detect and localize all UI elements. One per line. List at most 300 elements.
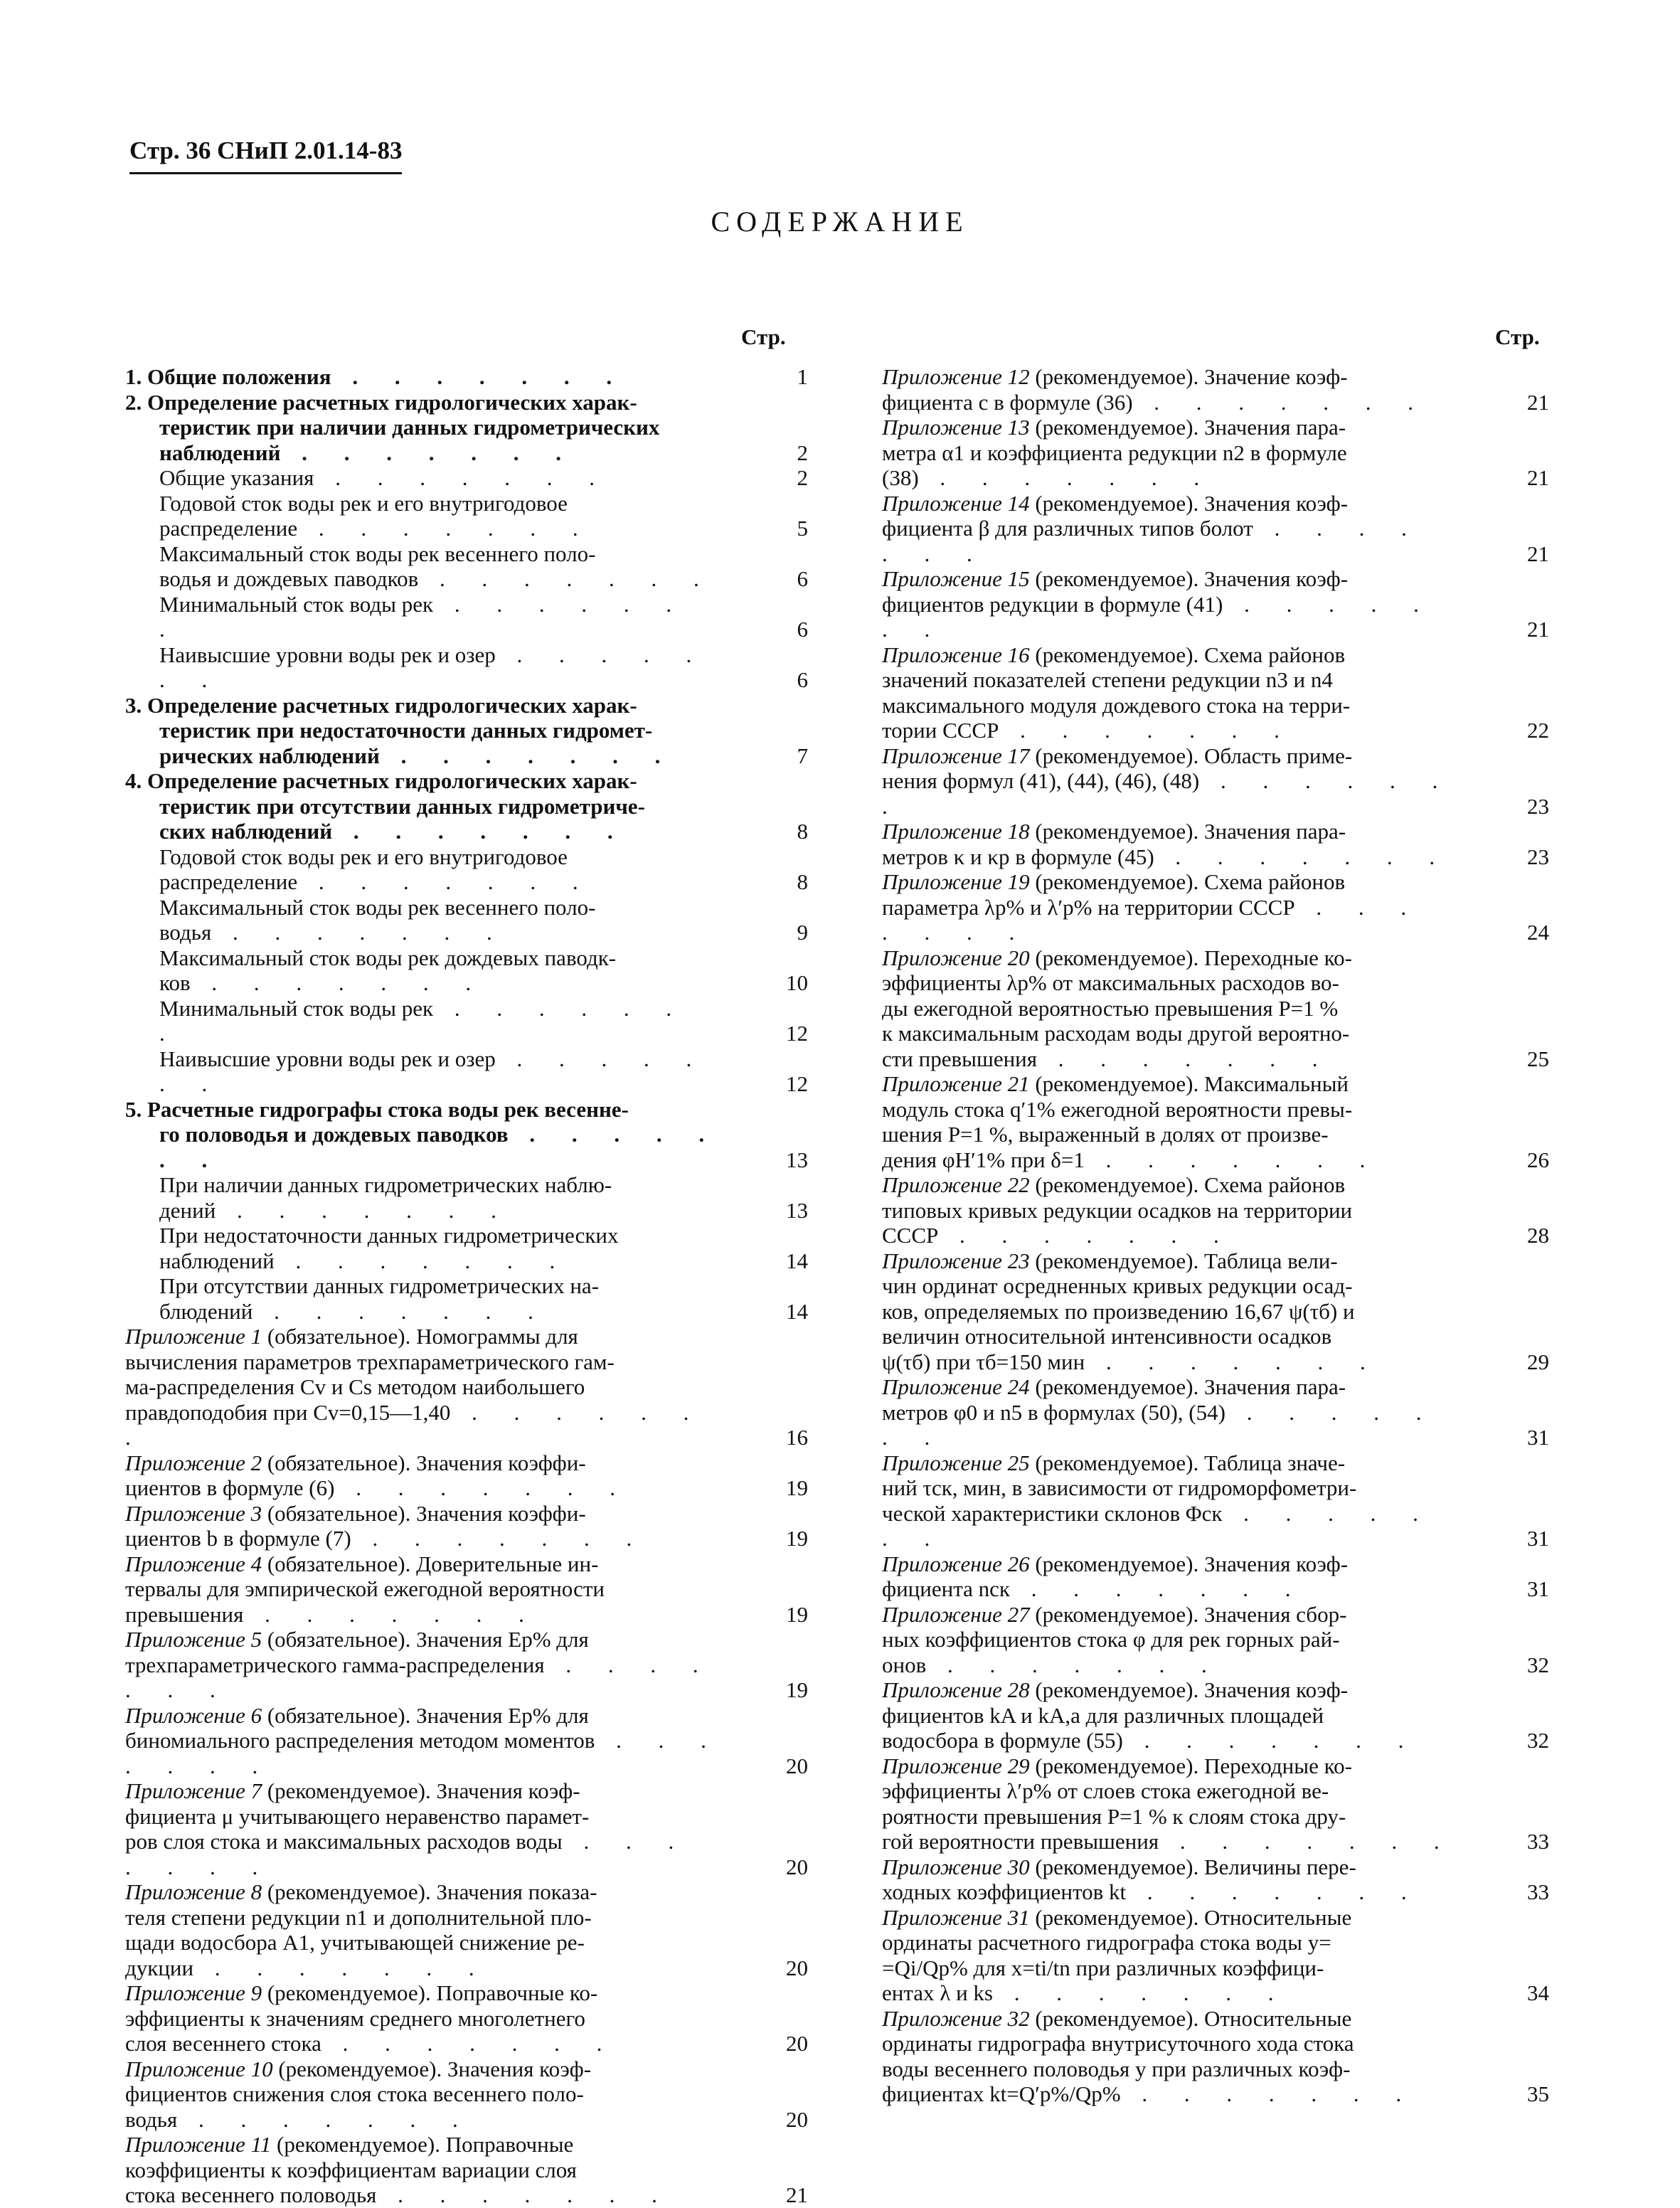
leader-dots: . . . . . . . (376, 2182, 673, 2207)
toc-entry-line: Минимальный сток воды рек . . . . . . . (159, 591, 688, 642)
toc-entry-line: Приложение 12 (рекомендуемое). Значение коэф- (882, 364, 1348, 389)
leader-dots: . . . . . . . (882, 894, 1423, 945)
toc-entry-line: ний τск, мин, в зависимости от гидроморфометри- (882, 1475, 1357, 1500)
leader-dots: . . . . . . . (926, 1652, 1223, 1677)
toc-entry (882, 1854, 1549, 1905)
toc-entry-line: теля степени редукции n1 и дополнительной пло- (125, 1904, 592, 1930)
toc-page-number: 21 (1527, 617, 1549, 642)
toc-entry-line: водья . . . . . . . (125, 2106, 474, 2132)
toc-entry (125, 642, 808, 693)
toc-page-number: 21 (786, 2182, 808, 2207)
appendix-label: Приложение 12 (882, 364, 1030, 389)
toc-entry (125, 1627, 808, 1703)
toc-entry-line: Максимальный сток воды рек дождевых паводк- (159, 945, 617, 970)
toc-entry-line: Приложение 28 (рекомендуемое). Значения коэф- (882, 1677, 1349, 1702)
toc-entry-line: фициента μ учитывающего неравенство парамет- (125, 1803, 590, 1829)
toc-entry (125, 2056, 808, 2133)
leader-dots: . . . . . . . (159, 995, 688, 1046)
toc-entry-line: распределение . . . . . . . (159, 869, 594, 894)
toc-page-number: 31 (1527, 1576, 1549, 1601)
appendix-label: Приложение 25 (882, 1450, 1030, 1475)
toc-entry-line: (38) . . . . . . . (882, 465, 1216, 490)
toc-entry (125, 491, 808, 541)
toc-entry (125, 1223, 808, 1273)
appendix-label: Приложение 1 (125, 1324, 262, 1349)
toc-page-number: 34 (1527, 1980, 1549, 2005)
toc-entry-line: 2. Определение расчетных гидрологических харак- (125, 389, 637, 415)
toc-entry (882, 364, 1549, 415)
toc-entry-line: онов . . . . . . . (882, 1652, 1223, 1677)
toc-entry-line: =Qi/Qp% для x=ti/tn при различных коэффици- (882, 1955, 1324, 1980)
appendix-label: Приложение 4 (125, 1551, 262, 1576)
toc-entry-line: ентах λ и ks . . . . . . . (882, 1980, 1290, 2005)
toc-entry-line: фициентов редукции в формуле (41) . . . . . . . (882, 591, 1435, 642)
toc-entry (125, 1046, 808, 1097)
toc-page-number: 14 (786, 1248, 808, 1273)
toc-entry (125, 1980, 808, 2056)
toc-entry-line: превышения . . . . . . . (125, 1601, 540, 1627)
leader-dots: . . . . . . . (1159, 1829, 1455, 1854)
toc-page-number: 6 (797, 617, 808, 642)
toc-entry-line: фициентов kA и kA,a для различных площадей (882, 1702, 1324, 1728)
toc-entry (125, 996, 808, 1046)
toc-page-number: 32 (1527, 1652, 1549, 1677)
toc-entry (125, 1778, 808, 1879)
toc-entry-line: ческой характеристики склонов Φск . . . . . . . (882, 1500, 1434, 1551)
appendix-label: Приложение 21 (882, 1071, 1030, 1096)
toc-entry-line: чин ординат осредненных кривых редукции осад- (882, 1273, 1353, 1298)
leader-dots: . . . . . . . (297, 516, 594, 541)
toc-entry-line: Максимальный сток воды рек весеннего поло- (159, 894, 596, 920)
toc-entry-line: к максимальным расходам воды другой вероятно- (882, 1021, 1350, 1046)
leader-dots: . . . . . . . (331, 364, 628, 389)
leader-dots: . . . . . . . (193, 1955, 490, 1980)
toc-entry-line: воды весеннего половодья y при различных коэф- (882, 2056, 1351, 2081)
toc-entry-line: модуль стока q′1% ежегодной вероятности превы- (882, 1096, 1353, 1122)
toc-page-number: 21 (1527, 389, 1549, 415)
toc-entry-line: трехпараметрического гамма-распределения . . . . . . . (125, 1652, 714, 1702)
toc-entry-line: Приложение 23 (рекомендуемое). Таблица вели- (882, 1248, 1338, 1273)
toc-entry-line: Приложение 19 (рекомендуемое). Схема районов (882, 869, 1346, 894)
toc-entry-line: ординаты расчетного гидрографа стока воды y= (882, 1930, 1331, 1955)
toc-entry-line: величин относительной интенсивности осадков (882, 1324, 1332, 1349)
toc-entry-line: Приложение 4 (обязательное). Доверительные ин- (125, 1551, 599, 1576)
toc-entry (125, 1551, 808, 1628)
toc-entry (125, 895, 808, 945)
toc-entry (882, 1450, 1549, 1551)
toc-entry-line: Приложение 29 (рекомендуемое). Переходные ко- (882, 1753, 1352, 1778)
toc-entry (125, 1273, 808, 1324)
toc-entry (125, 390, 808, 466)
toc-page-number: 5 (797, 516, 808, 541)
toc-entry-line: При отсутствии данных гидрометрических на- (159, 1273, 600, 1298)
toc-entry-line: Приложение 7 (рекомендуемое). Значения коэф- (125, 1778, 580, 1803)
toc-entry-line: Приложение 3 (обязательное). Значения коэффи- (125, 1500, 586, 1526)
toc-page-number: 13 (786, 1147, 808, 1172)
toc-entry-line: значений показателей степени редукции n3 и n4 (882, 667, 1333, 692)
toc-entry-line: Годовой сток воды рек и его внутригодовое (159, 490, 568, 516)
toc-page-number: 19 (786, 1475, 808, 1500)
toc-entry-line: эффициенты к значениям среднего многолетнего (125, 2005, 585, 2031)
toc-entry-line: вычисления параметров трехпараметрического гам- (125, 1349, 615, 1374)
toc-entry-line: наблюдений . . . . . . . (159, 1248, 571, 1273)
toc-entry-line: Приложение 15 (рекомендуемое). Значения коэф- (882, 566, 1349, 591)
appendix-label: Приложение 14 (882, 490, 1030, 516)
leader-dots: . . . . . . . (159, 591, 688, 642)
left-page-column-label: Стр. (741, 324, 786, 349)
appendix-label: Приложение 22 (882, 1172, 1030, 1197)
leader-dots: . . . . . . . (332, 819, 629, 844)
toc-entry (882, 1905, 1549, 2006)
appendix-label: Приложение 5 (125, 1627, 262, 1652)
leader-dots: . . . . . . . (1154, 844, 1451, 869)
toc-entry-line: фициента β для различных типов болот . . . . . . . (882, 516, 1423, 566)
toc-page-number: 33 (1527, 1829, 1549, 1854)
toc-entry (125, 465, 808, 491)
toc-entry-line: биномиального распределения методом моментов . . . . . . . (125, 1728, 722, 1778)
toc-page-number: 7 (797, 743, 808, 768)
toc-page-number: 8 (797, 869, 808, 894)
toc-entry-line: Приложение 22 (рекомендуемое). Схема районов (882, 1172, 1346, 1197)
leader-dots: . . . . . . . (938, 1223, 1235, 1248)
appendix-label: Приложение 16 (882, 642, 1030, 667)
appendix-label: Приложение 18 (882, 819, 1030, 844)
appendix-label: Приложение 30 (882, 1854, 1030, 1879)
toc-entry-line: фициента nск . . . . . . . (882, 1576, 1307, 1601)
toc-entry (125, 1172, 808, 1223)
toc-entry-line: метра α1 и коэффициента редукции n2 в формуле (882, 440, 1347, 465)
toc-entry-line: правдоподобия при Cv=0,15—1,40 . . . . . . . (125, 1399, 705, 1450)
leader-dots: . . . . . . . (243, 1601, 540, 1627)
leader-dots: . . . . . . . (882, 768, 1454, 819)
leader-dots: . . . . . . . (992, 1980, 1290, 2005)
leader-dots: . . . . . . . (882, 1399, 1437, 1450)
toc-entry (882, 1602, 1549, 1678)
toc-page-number: 23 (1527, 793, 1549, 819)
toc-page-number: 31 (1527, 1425, 1549, 1450)
leader-dots: . . . . . . . (252, 1298, 549, 1324)
leader-dots: . . . . . . . (351, 1526, 648, 1551)
toc-entry-line: Приложение 17 (рекомендуемое). Область приме- (882, 743, 1353, 768)
toc-entry-line: фициентов снижения слоя стока весеннего поло- (125, 2081, 584, 2106)
toc-entry-line: максимального модуля дождевого стока на терри- (882, 692, 1351, 718)
leader-dots: . . . . . . . (159, 642, 708, 692)
toc-entry-line: Приложение 21 (рекомендуемое). Максимальный (882, 1071, 1349, 1096)
toc-entry-line: Максимальный сток воды рек весеннего поло- (159, 541, 596, 566)
toc-entry (882, 743, 1549, 819)
toc-page-number: 6 (797, 566, 808, 591)
toc-page-number: 13 (786, 1197, 808, 1223)
appendix-label: Приложение 28 (882, 1677, 1030, 1702)
toc-entry (882, 945, 1549, 1072)
toc-entry-line: шения P=1 %, выраженный в долях от произве- (882, 1122, 1329, 1147)
leader-dots: . . . . . . . (882, 591, 1435, 642)
toc-entry-line: тории СССР . . . . . . . (882, 718, 1295, 743)
toc-page-number: 1 (797, 364, 808, 389)
leader-dots: . . . . . . . (1120, 2081, 1418, 2106)
toc-entry (882, 1374, 1549, 1450)
leader-dots: . . . . . . . (882, 516, 1423, 566)
toc-entry-line: Приложение 1 (обязательное). Номограммы для (125, 1324, 578, 1349)
leader-dots: . . . . . . . (125, 1399, 705, 1450)
toc-page-number: 24 (1527, 920, 1549, 945)
toc-page-number: 35 (1527, 2081, 1549, 2106)
toc-page-number: 33 (1527, 1879, 1549, 1904)
appendix-label: Приложение 3 (125, 1500, 262, 1526)
toc-entry (125, 1450, 808, 1501)
toc-page-number: 20 (786, 1753, 808, 1778)
appendix-label: Приложение 15 (882, 566, 1030, 591)
toc-entry-line: ма-распределения Cv и Cs методом наибольшего (125, 1374, 585, 1399)
leader-dots: . . . . . . . (297, 869, 594, 894)
toc-entry-line: дений . . . . . . . (159, 1197, 512, 1223)
toc-entry-line: 3. Определение расчетных гидрологических харак- (125, 692, 637, 718)
toc-entry (125, 364, 808, 390)
leader-dots: . . . . . . . (1126, 1879, 1423, 1904)
toc-entry-line: ψ(τб) при τб=150 мин . . . . . . . (882, 1349, 1381, 1374)
toc-entry (882, 869, 1549, 945)
toc-entry-line: дукции . . . . . . . (125, 1955, 490, 1980)
toc-entry-line: ды ежегодной вероятностью превышения P=1 % (882, 995, 1339, 1021)
toc-entry-line: Приложение 8 (рекомендуемое). Значения показа- (125, 1879, 597, 1904)
toc-page-number: 20 (786, 2031, 808, 2056)
toc-page-number: 21 (1527, 465, 1549, 490)
toc-entry-line: 5. Расчетные гидрографы стока воды рек весенне- (125, 1096, 629, 1122)
appendix-label: Приложение 9 (125, 1980, 262, 2005)
toc-entry-line: Приложение 6 (обязательное). Значения Eр% для (125, 1702, 589, 1728)
toc-entry (882, 2006, 1549, 2107)
toc-entry-line: метров φ0 и n5 в формулах (50), (54) . . . . . . . (882, 1399, 1437, 1450)
toc-entry (882, 1677, 1549, 1753)
toc-entry-line: эффициенты λp% от максимальных расходов во- (882, 970, 1339, 995)
toc-page-number: 19 (786, 1601, 808, 1627)
toc-entry-line: дения φH′1% при δ=1 . . . . . . . (882, 1147, 1381, 1172)
appendix-label: Приложение 29 (882, 1753, 1030, 1778)
toc-entry (125, 844, 808, 895)
toc-entry (125, 1501, 808, 1551)
toc-entry (882, 491, 1549, 567)
appendix-label: Приложение 26 (882, 1551, 1030, 1576)
toc-entry-line: Приложение 24 (рекомендуемое). Значения пара- (882, 1374, 1346, 1399)
appendix-label: Приложение 11 (125, 2132, 272, 2157)
page-title: СОДЕРЖАНИЕ (711, 206, 969, 238)
toc-entry-line: Приложение 2 (обязательное). Значения коэффи- (125, 1450, 586, 1475)
toc-entry-line: фициентах kt=Q′p%/Qp% . . . . . . . (882, 2081, 1418, 2106)
toc-left-column (125, 364, 808, 2208)
appendix-label: Приложение 10 (125, 2056, 273, 2081)
appendix-label: Приложение 23 (882, 1248, 1030, 1273)
toc-entry-line: роятности превышения P=1 % к слоям стока дру- (882, 1803, 1346, 1829)
toc-entry (125, 2132, 808, 2208)
appendix-label: Приложение 31 (882, 1904, 1030, 1930)
appendix-label: Приложение 17 (882, 743, 1030, 768)
toc-entry-line: Наивысшие уровни воды рек и озер . . . . . . . (159, 642, 708, 692)
leader-dots: . . . . . . . (882, 1500, 1434, 1551)
appendix-label: Приложение 8 (125, 1879, 262, 1904)
toc-entry-line: ков . . . . . . . (159, 970, 487, 995)
toc-right-column (882, 364, 1549, 2107)
leader-dots: . . . . . . . (1085, 1349, 1381, 1374)
toc-page-number: 8 (797, 819, 808, 844)
appendix-label: Приложение 27 (882, 1601, 1030, 1627)
toc-entry-line: Приложение 13 (рекомендуемое). Значения пара- (882, 415, 1346, 440)
toc-entry-line: Приложение 10 (рекомендуемое). Значения коэф- (125, 2056, 592, 2081)
toc-entry (125, 945, 808, 996)
toc-entry-line: ординаты гидрографа внутрисуточного хода стока (882, 2031, 1354, 2056)
toc-entry-line: Общие указания . . . . . . . (159, 465, 610, 490)
toc-page-number: 14 (786, 1298, 808, 1324)
toc-entry-line: слоя весеннего стока . . . . . . . (125, 2031, 618, 2056)
toc-page-number: 22 (1527, 718, 1549, 743)
toc-page-number: 12 (786, 1021, 808, 1046)
toc-entry-line: Приложение 30 (рекомендуемое). Величины пере- (882, 1854, 1356, 1879)
appendix-label: Приложение 2 (125, 1450, 262, 1475)
toc-entry-line: типовых кривых редукции осадков на территории (882, 1197, 1353, 1223)
toc-entry-line: сти превышения . . . . . . . (882, 1046, 1334, 1071)
toc-entry-line: Минимальный сток воды рек . . . . . . . (159, 995, 688, 1046)
leader-dots: . . . . . . . (159, 1046, 708, 1096)
toc-entry-line: водья . . . . . . . (159, 920, 508, 945)
page-header: Стр. 36 СНиП 2.01.14-83 (129, 137, 402, 174)
toc-entry (125, 1324, 808, 1450)
toc-entry-line: циентов b в формуле (7) . . . . . . . (125, 1526, 648, 1551)
toc-entry (125, 1703, 808, 1779)
toc-entry-line: 4. Определение расчетных гидрологических харак- (125, 768, 637, 793)
toc-page-number: 23 (1527, 844, 1549, 869)
toc-page-number: 28 (1527, 1223, 1549, 1248)
toc-entry-line: наблюдений . . . . . . . (159, 440, 577, 465)
toc-page-number: 2 (797, 440, 808, 465)
toc-entry-line: Приложение 14 (рекомендуемое). Значения коэф- (882, 490, 1349, 516)
toc-entry-line: Наивысшие уровни воды рек и озер . . . . . . . (159, 1046, 708, 1096)
toc-entry (882, 1071, 1549, 1172)
toc-entry-line: Приложение 25 (рекомендуемое). Таблица значе- (882, 1450, 1346, 1475)
toc-entry (882, 1551, 1549, 1602)
toc-entry-line: теристик при недостаточности данных гидромет- (159, 718, 653, 743)
toc-page-number: 20 (786, 2106, 808, 2132)
toc-page-number: 32 (1527, 1728, 1549, 1753)
toc-entry-line: гой вероятности превышения . . . . . . . (882, 1829, 1455, 1854)
toc-entry-line: водья и дождевых паводков . . . . . . . (159, 566, 715, 591)
appendix-label: Приложение 24 (882, 1374, 1030, 1399)
toc-entry-line: ходных коэффициентов kt . . . . . . . (882, 1879, 1423, 1904)
toc-entry (125, 1879, 808, 1980)
toc-page-number: 2 (797, 465, 808, 490)
toc-entry-line: тервалы для эмпирической ежегодной вероятности (125, 1576, 605, 1601)
leader-dots: . . . . . . . (314, 465, 610, 490)
leader-dots: . . . . . . . (125, 1728, 722, 1778)
toc-entry-line: Приложение 5 (обязательное). Значения Eр% для (125, 1627, 589, 1652)
leader-dots: . . . . . . . (334, 1475, 631, 1500)
toc-entry-line: ков, определяемых по произведению 16,67 ψ(τб) и (882, 1298, 1355, 1324)
leader-dots: . . . . . . . (1122, 1728, 1420, 1753)
toc-entry-line: Приложение 26 (рекомендуемое). Значения коэф- (882, 1551, 1349, 1576)
toc-entry-line: Годовой сток воды рек и его внутригодовое (159, 844, 568, 869)
toc-entry-line: Приложение 27 (рекомендуемое). Значения сбор- (882, 1601, 1347, 1627)
toc-entry-line: Приложение 9 (рекомендуемое). Поправочные ко- (125, 1980, 598, 2005)
toc-entry-line: Приложение 16 (рекомендуемое). Схема районов (882, 642, 1346, 667)
leader-dots: . . . . . . . (159, 1122, 721, 1172)
toc-entry-line: метров κ и κp в формуле (45) . . . . . . . (882, 844, 1451, 869)
toc-entry-line: теристик при отсутствии данных гидрометриче- (159, 793, 645, 819)
toc-page-number: 29 (1527, 1349, 1549, 1374)
toc-page-number: 20 (786, 1854, 808, 1879)
toc-entry (125, 768, 808, 844)
toc-entry-line: параметра λp% и λ′p% на территории СССР . . . . . . . (882, 894, 1423, 945)
toc-entry-line: эффициенты λ′p% от слоев стока ежегодной ве- (882, 1778, 1329, 1803)
toc-entry-line: го половодья и дождевых паводков . . . . . . . (159, 1122, 721, 1172)
toc-entry (125, 1097, 808, 1173)
leader-dots: . . . . . . . (211, 920, 508, 945)
leader-dots: . . . . . . . (1132, 389, 1430, 415)
toc-page-number: 6 (797, 667, 808, 692)
toc-entry (882, 415, 1549, 491)
toc-entry-line: коэффициенты к коэффициентам вариации слоя (125, 2157, 577, 2182)
leader-dots: . . . . . . . (321, 2031, 618, 2056)
toc-entry (882, 566, 1549, 642)
toc-page-number: 31 (1527, 1526, 1549, 1551)
toc-page-number: 10 (786, 970, 808, 995)
toc-entry (125, 541, 808, 592)
leader-dots: . . . . . . . (918, 465, 1216, 490)
toc-entry-line: 1. Общие положения . . . . . . . (125, 364, 628, 389)
appendix-label: Приложение 7 (125, 1778, 262, 1803)
toc-page-number: 9 (797, 920, 808, 945)
toc-entry (882, 819, 1549, 869)
toc-page-number: 12 (786, 1071, 808, 1096)
toc-entry-line: стока весеннего половодья . . . . . . . (125, 2182, 673, 2207)
toc-page-number: 19 (786, 1677, 808, 1702)
toc-entry-line: Приложение 31 (рекомендуемое). Относительные (882, 1904, 1352, 1930)
toc-entry-line: Приложение 32 (рекомендуемое). Относительные (882, 2005, 1352, 2031)
leader-dots: . . . . . . . (216, 1197, 512, 1223)
appendix-label: Приложение 19 (882, 869, 1030, 894)
toc-entry-line: При недостаточности данных гидрометрических (159, 1223, 619, 1248)
leader-dots: . . . . . . . (125, 1652, 714, 1702)
toc-entry-line: ных коэффициентов стока φ для рек горных рай- (882, 1627, 1340, 1652)
toc-entry-line: При наличии данных гидрометрических наблю- (159, 1172, 612, 1197)
leader-dots: . . . . . . . (274, 1248, 571, 1273)
appendix-label: Приложение 32 (882, 2005, 1030, 2031)
leader-dots: . . . . . . . (418, 566, 715, 591)
toc-page-number: 20 (786, 1955, 808, 1980)
toc-entry-line: рических наблюдений . . . . . . . (159, 743, 676, 768)
leader-dots: . . . . . . . (177, 2106, 474, 2132)
toc-entry-line: фициента c в формуле (36) . . . . . . . (882, 389, 1430, 415)
toc-entry (882, 1753, 1549, 1854)
toc-entry-line: водосбора в формуле (55) . . . . . . . (882, 1728, 1420, 1753)
toc-entry-line: Приложение 20 (рекомендуемое). Переходные ко- (882, 945, 1352, 970)
toc-entry (125, 592, 808, 642)
toc-page-number: 21 (1527, 541, 1549, 566)
leader-dots: . . . . . . . (1009, 1576, 1307, 1601)
appendix-label: Приложение 13 (882, 415, 1030, 440)
leader-dots: . . . . . . . (999, 718, 1295, 743)
leader-dots: . . . . . . . (190, 970, 487, 995)
toc-entry-line: теристик при наличии данных гидрометрических (159, 415, 660, 440)
leader-dots: . . . . . . . (280, 440, 577, 465)
appendix-label: Приложение 6 (125, 1702, 262, 1728)
toc-entry (882, 1172, 1549, 1248)
toc-entry-line: блюдений . . . . . . . (159, 1298, 549, 1324)
toc-page-number: 26 (1527, 1147, 1549, 1172)
leader-dots: . . . . . . . (379, 743, 676, 768)
toc-entry (882, 642, 1549, 743)
toc-entry-line: ров слоя стока и максимальных расходов воды . . . . . . . (125, 1829, 690, 1879)
appendix-label: Приложение 20 (882, 945, 1030, 970)
toc-entry-line: Приложение 18 (рекомендуемое). Значения пара- (882, 819, 1346, 844)
toc-entry-line: нения формул (41), (44), (46), (48) . . . . . . . (882, 768, 1454, 819)
